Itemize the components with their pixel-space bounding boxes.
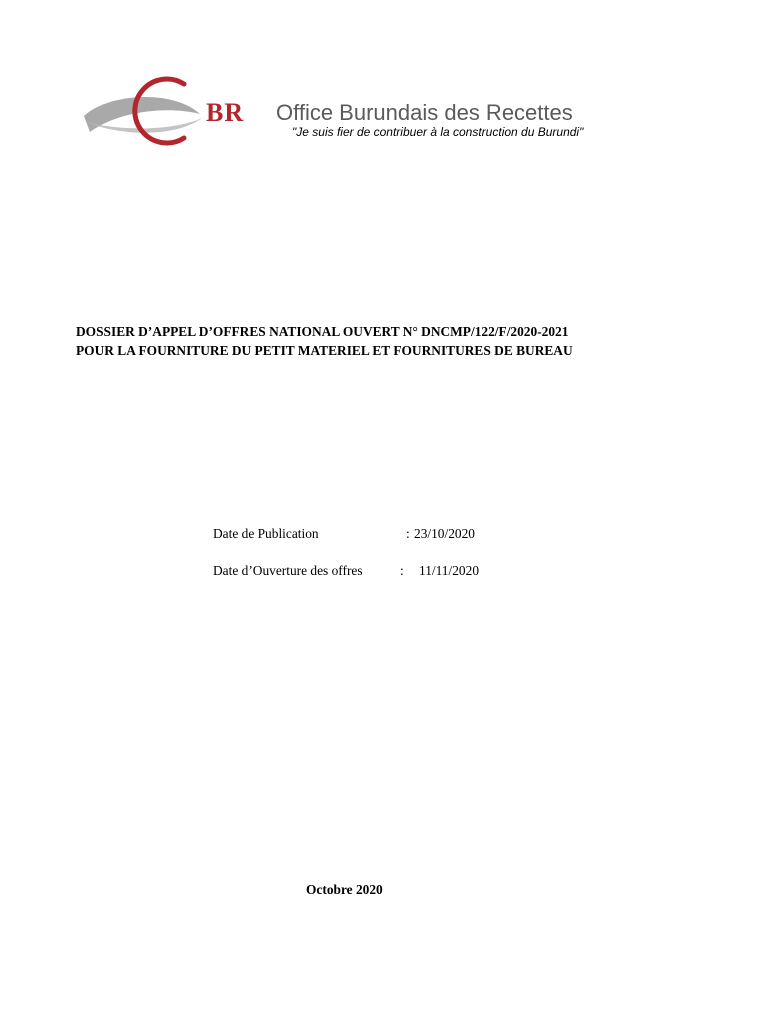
publication-date-value: 23/10/2020 bbox=[414, 526, 476, 541]
opening-date-value: 11/11/2020 bbox=[419, 563, 480, 578]
title-line-1: DOSSIER D’APPEL D’OFFRES NATIONAL OUVERT N° DNCMP/122/F/2020-2021 bbox=[76, 324, 569, 339]
logo-abbreviation: BR bbox=[206, 98, 245, 127]
obr-logo bbox=[80, 72, 680, 152]
publication-date-separator: : bbox=[406, 526, 410, 541]
opening-date-label: Date d’Ouverture des offres bbox=[213, 563, 363, 578]
organization-motto: "Je suis fier de contribuer à la construction du Burundi" bbox=[292, 125, 584, 139]
opening-date-separator: : bbox=[400, 563, 404, 578]
document-title bbox=[76, 322, 716, 360]
publication-date-label: Date de Publication bbox=[213, 526, 319, 541]
document-month: Octobre 2020 bbox=[306, 882, 383, 897]
title-line-2: POUR LA FOURNITURE DU PETIT MATERIEL ET FOURNITURES DE BUREAU bbox=[76, 343, 573, 358]
logo-emblem-icon bbox=[80, 72, 220, 152]
organization-name: Office Burundais des Recettes bbox=[276, 100, 573, 125]
